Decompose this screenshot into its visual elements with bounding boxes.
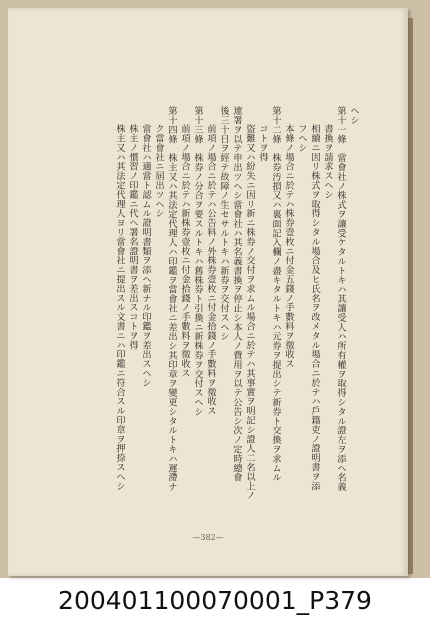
text-column: 後三十日ヲ經テ故障ノ生セサルトキハ新券ヲ交付スヘシ (218, 106, 229, 341)
text-column: 連署ヲ以テ申出ツヘシ當會社ハ其名義書換ヲ停止シ本人ノ費用ヲ以テ公告シ次ノ定時總會 (231, 106, 242, 482)
text-column: 前項ノ場合ニ於テハ新株券壹枚ニ付金拾錢ノ手數料ヲ徵收ス (179, 124, 190, 378)
text-column: ヘシ (348, 106, 359, 125)
text-column: ク當會社ニ屆出ツヘシ (153, 124, 164, 218)
text-column: フヘシ (296, 124, 307, 153)
text-column: 當會社ハ適當ト認ムル證明書類ヲ添ヘ新ナル印鑑ヲ差出スヘシ (140, 124, 151, 388)
text-column: 株主ノ慣習ノ印鑑ニ代ヘ署名證明書ヲ差出スコトヲ得 (127, 124, 138, 350)
text-column: コトヲ得 (257, 124, 268, 162)
text-column: 前項ノ場合ニ於テハ公告料ノ外株券壹枚ニ付金拾錢ノ手數料ヲ徵收ス (205, 124, 216, 416)
text-column: 第十四條 株主又ハ其法定代理人ハ印鑑ヲ當會社ニ差出シ其印章ヲ變更シタルトキハ遲滯ナ (166, 106, 177, 492)
page-number: —382— (192, 533, 224, 542)
document-page (8, 8, 408, 576)
archive-id-caption: 200401100070001_P379 (58, 586, 372, 615)
text-column: 本條ノ場合ニ於テハ株券壹枚ニ付金五錢ノ手數料ヲ徵收ス (283, 124, 294, 369)
text-column: 第十三條 株券ノ分合ヲ要スルトキハ舊株券ト引換ニ新株券ヲ交付スヘシ (192, 106, 203, 417)
text-column: 株主又ハ其法定代理人ヨリ當會社ニ提出スル文書ニハ印鑑ニ符合スル印章ヲ押捺スヘシ (114, 124, 125, 491)
text-column: 第十二條 株券汚損又ハ裏面記入欄ノ盡キタルトキハ元券ヲ提出シテ新券ト交換ヲ求ムル (270, 106, 281, 482)
text-column: 書換ヲ請求スヘシ (322, 124, 333, 200)
text-column: 盜難又ハ紛失ニ因リ新ニ株券ノ交付ヲ求ムル場合ニ於テハ其事實ヲ明記シ證人二名以上ノ (244, 124, 255, 500)
text-column: 相續ニ因リ株式ヲ取得シタル場合及ヒ氏名ヲ改メタル場合ニ於テハ戶籍吏ノ證明書ヲ添 (309, 124, 320, 491)
text-block (113, 106, 359, 500)
text-column: 第十一條 當會社ノ株式ヲ讓受ケタルトキハ其讓受人ハ所有權ヲ取得シタル證左ヲ添ヘ名義 (335, 106, 346, 492)
